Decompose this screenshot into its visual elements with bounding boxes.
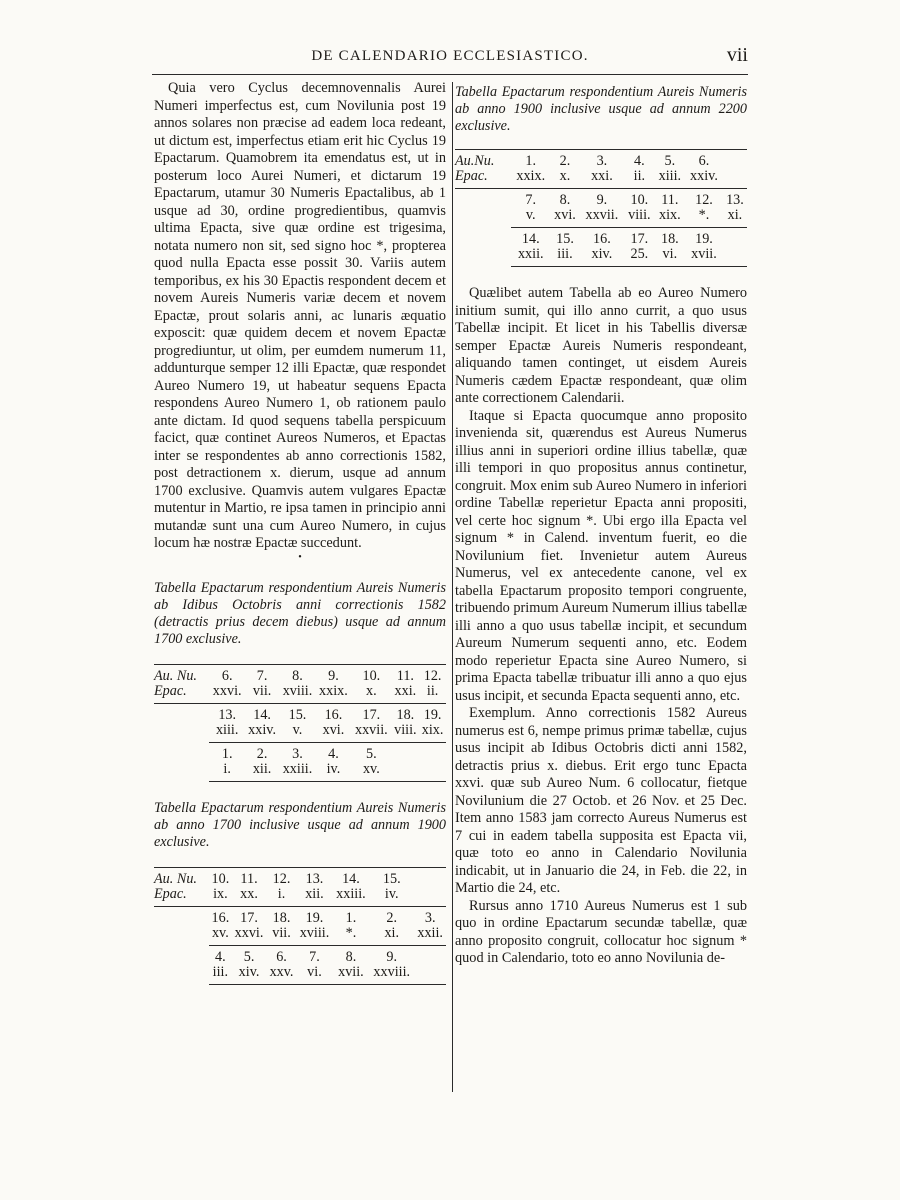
golden-number-cell: 1. [511,150,550,170]
epact-cell: ix. [209,887,231,907]
golden-number-cell: 3. [580,150,624,170]
epact-cell: i. [267,887,296,907]
paragraph-rursus: Rursus anno 1710 Aureus Numerus est 1 sub quo in ordine Epactarum secundæ tabellæ, quæ anno proposito congruit, collocatur hoc signum * quod in Calendario, toto eo anno Novilunia de- [455,897,747,966]
golden-number-cell: 16. [324,706,343,723]
golden-number-cell: 10. [209,867,231,887]
table-1900-wrap [455,149,747,267]
epact-cell: xv. [209,926,231,946]
epact-table-1700 [154,867,446,985]
epact-cell: vi. [296,965,332,985]
golden-number-cell: 18. [272,909,291,926]
table-1582-wrap [154,664,446,782]
golden-number-cell: 9. [386,948,398,965]
epact-cell: xxi. [392,684,420,704]
caption-table-1900: Tabella Epactarum respondentium Aureis Numeris ab anno 1900 inclusive usque ad annum 2200 exclusive. [455,84,747,134]
golden-number-cell: 11. [392,664,420,684]
golden-number-cell: 9. [596,192,608,208]
golden-number-cell: 19. [305,909,324,926]
label-epacta: Epac. [154,887,209,907]
epact-cell: vii. [245,684,279,704]
label-epacta [455,247,511,267]
epact-cell: xvi. [550,208,579,228]
golden-number-cell: 18. [660,231,679,247]
epact-row [154,926,446,946]
spacer [455,275,747,285]
epact-cell: xii. [245,762,279,782]
epact-cell: xxii. [511,247,550,267]
golden-number-cell: 12. [695,192,713,208]
label-aureus-numerus [154,703,209,723]
golden-number-row [154,742,446,762]
epact-cell: xvii. [685,247,723,267]
epact-cell: 25. [624,247,654,267]
golden-number-row [455,150,747,170]
golden-number-cell: 8. [559,192,571,208]
golden-number-cell: 6. [209,664,244,684]
epact-cell [723,169,747,189]
epact-cell: xi. [369,926,414,946]
epact-cell: v. [279,723,315,743]
golden-number-cell: 10. [630,192,649,208]
golden-number-row [154,906,446,926]
epact-row [455,169,747,189]
golden-number-cell: 7. [245,664,279,684]
golden-number-row [154,867,446,887]
golden-number-cell: 19. [695,231,713,247]
epact-cell: iv. [369,887,414,907]
golden-number-cell: 8. [279,664,315,684]
golden-number-cell [419,742,446,762]
golden-number-cell: 11. [231,867,266,887]
golden-number-cell: 19. [423,706,442,723]
page-number: vii [726,44,748,66]
epact-cell: xiv. [580,247,624,267]
golden-number-cell: 14. [253,706,271,723]
epact-cell: xxvi. [209,684,244,704]
epact-cell: xxix. [511,169,550,189]
epact-cell [723,247,747,267]
table-1700-wrap [154,867,446,985]
epact-cell: xxiii. [279,762,315,782]
epact-row [154,723,446,743]
golden-number-cell: 13. [218,706,237,723]
epact-cell: iii. [209,965,231,985]
epact-cell: x. [550,169,579,189]
epact-cell: xiv. [231,965,266,985]
epact-cell: xix. [655,208,685,228]
epact-row [455,247,747,267]
golden-number-cell: 14. [521,231,540,247]
epact-cell: xxi. [580,169,624,189]
epact-cell: *. [685,208,723,228]
epact-cell: xii. [296,887,332,907]
epact-cell: v. [511,208,550,228]
right-column [455,80,747,968]
column-divider [452,82,453,1092]
label-aureus-numerus [154,945,209,965]
golden-number-cell: 7. [525,192,537,208]
epact-cell: xvi. [316,723,351,743]
epact-row [154,965,446,985]
golden-number-cell: 13. [296,867,332,887]
golden-number-cell [723,150,747,170]
label-epacta [154,723,209,743]
epact-cell: vi. [655,247,685,267]
label-epacta: Epac. [154,684,209,704]
epact-cell: xx. [231,887,266,907]
epact-row [154,684,446,704]
golden-number-cell: 16. [211,909,230,926]
golden-number-cell: 16. [593,231,611,247]
epact-cell: xiii. [655,169,685,189]
epact-cell: viii. [392,723,420,743]
epact-cell: xvii. [333,965,369,985]
epact-cell: xxiv. [245,723,279,743]
epact-cell: xi. [723,208,747,228]
epact-cell: iv. [316,762,351,782]
golden-number-cell [414,945,446,965]
epact-cell [414,965,446,985]
golden-number-row [154,703,446,723]
epact-cell: xxiii. [333,887,369,907]
golden-number-row [455,189,747,209]
epact-cell: xxiv. [685,169,723,189]
golden-number-cell: 18. [396,706,415,723]
golden-number-cell: 1. [345,909,357,926]
epact-cell: xxviii. [369,965,414,985]
left-column [154,80,446,993]
label-aureus-numerus [455,228,511,248]
golden-number-row [154,945,446,965]
epact-cell: xix. [419,723,446,743]
epact-cell: xxii. [414,926,446,946]
label-epacta: Epac. [455,169,511,189]
label-aureus-numerus [455,189,511,209]
golden-number-cell: 15. [288,706,307,723]
golden-number-cell [392,742,420,762]
golden-number-cell: 3. [424,909,436,926]
label-aureus-numerus [154,742,209,762]
label-epacta [455,208,511,228]
golden-number-cell: 12. [419,664,446,684]
label-aureus-numerus: Au.Nu. [455,150,511,170]
golden-number-cell: 17. [240,909,258,926]
golden-number-cell: 6. [276,948,287,965]
epact-cell: xxv. [267,965,296,985]
epact-row [455,208,747,228]
golden-number-cell: 5. [655,150,685,170]
label-epacta [154,965,209,985]
label-aureus-numerus: Au. Nu. [154,664,209,684]
paragraph-qualibet: Quælibet autem Tabella ab eo Aureo Numero initium sumit, qui illo anno currit, a quo usus Tabellæ incipit. Et licet in his Tabellis diversæ semper Epactæ Aureis Numeris respondeant, aliquando tamen continget, ut eisdem Aureis Numeris cædem Epactæ respondeant, quæ olim ante correctionem Calendarii. [455,285,747,406]
epact-cell: xxvi. [231,926,266,946]
epact-cell: viii. [624,208,654,228]
epact-cell [419,762,446,782]
epact-cell [392,762,420,782]
golden-number-cell: 15. [369,867,414,887]
ornament-dot: • [298,551,302,563]
label-epacta [154,926,209,946]
caption-table-1582: Tabella Epactarum respondentium Aureis Numeris ab Idibus Octobris anni correctionis 1582 (detractis prius decem diebus) usque ad annum 1700 exclusive. [154,579,446,647]
epact-table-1582 [154,664,446,782]
epact-cell: iii. [550,247,579,267]
golden-number-cell [723,228,747,248]
epact-cell: *. [333,926,369,946]
golden-number-cell: 1. [221,745,233,762]
golden-number-row [154,664,446,684]
golden-number-cell: 8. [345,948,357,965]
epact-cell: vii. [267,926,296,946]
golden-number-cell: 7. [309,948,320,965]
epact-cell: ii. [624,169,654,189]
golden-number-cell: 6. [685,150,723,170]
paragraph-itaque: Itaque si Epacta quocumque anno proposito invenienda sit, quærendus est Aureus Numerus illius anni in superiori ordine illius tabellæ, quæ illi tempori in quo propositus annus continetur, congruit. Mox enim sub Aureo Numero in inferiori ordine Tabellæ reperietur Epacta anni propositi, vel certe hoc signum *. Ubi ergo illa Epacta vel signum * in Calend. inventum fuerit, eo die Novilunium fiet. Invenietur autem Aureus Numerus, vel ex antecedente canone, vel ex tabella Epactarum proposito tempori congruente, tribuendo primum Aureum Numerum illius tabellæ illi anno a quo usus tabellæ incipit, et secundum Aureum Numerum sequenti anno, etc. Eodem modo reperietur Epacta sine Aureo Numero, si prima Epacta tabellæ tribuatur illi anno a quo ejus usus incipit, et secunda Epacta sequenti anno, etc. [455,407,747,704]
paragraph-exemplum: Exemplum. Anno correctionis 1582 Aureus numerus est 6, nempe primus primæ tabellæ, cujus usus incipit ab Idibus Octobris dicti anni 1582, detractis prius x. diebus. Erit ergo tunc Epacta xxvi. quæ sub Aureo Num. 6 collocatur, fietque Novilunium die 27 Octob. et 26 Nov. et 25 Dec. Item anno 1583 jam correcto Aureus Numerus est 7 cui in eadem tabella supposita est Epacta vii, quæ toto eo anno in Calendario Novilunia indicabit, ut in Januario die 24, in Feb. die 22, in Martio die 24, etc. [455,705,747,896]
epact-table-1900 [455,149,747,267]
golden-number-cell: 2. [550,150,579,170]
epact-row [154,762,446,782]
epact-cell: ii. [419,684,446,704]
epact-cell: xxvii. [580,208,624,228]
caption-table-1700: Tabella Epactarum respondentium Aureis Numeris ab anno 1700 inclusive usque ad annum 1900 exclusive. [154,799,446,850]
epact-cell: xv. [351,762,391,782]
golden-number-cell: 17. [630,231,649,247]
golden-number-cell [414,867,446,887]
epact-cell: i. [209,762,244,782]
golden-number-cell: 5. [243,948,255,965]
golden-number-cell: 17. [362,706,381,723]
label-epacta [154,762,209,782]
golden-number-cell: 5. [366,745,377,762]
epact-row [154,887,446,907]
golden-number-cell: 10. [351,664,391,684]
golden-number-cell: 4. [328,745,339,762]
label-aureus-numerus [154,906,209,926]
golden-number-cell: 4. [215,948,226,965]
golden-number-cell: 2. [256,745,268,762]
running-head [152,40,748,70]
paragraph-cyclus: Quia vero Cyclus decemnovennalis Aurei Numeri imperfectus est, cum Novilunia post 19 annos solares non præcise ad eadem loca redeant, ut dictum est, imperfectus etiam erit hic Cyclus 19 Epactarum. Quamobrem ita emendatus est, ut in posterum loco Aurei Numeri, et dictarum 19 Epactarum, utamur 30 Numeris Epactalibus, ab 1 usque ad 30, ordine progredientibus, quamvis ultima Epacta, sive quæ ordine est trigesima, notata numero non sit, sed signo hoc *, propterea quod nulla Epacta esse possit 30. Variis autem temporibus, ex his 30 Epactis respondent decem et novem Aureis Numeris variæ decem et novem Epactæ, prout solaris anni, ac lunaris æquatio exposcit: quæ quidem decem et novem Epactæ progrediuntur, ut olim, per eumdem numerum 11, addunturque semper 12 illi Epactæ, quæ respondet Aureo Numero 19, ut habeatur sequens Epacta respondens Aureo Numero 1, ob rationem paulo ante dictam. Id quod sequens tabella perspicuum facict, quæ continet Aureos Numeros, et Epactas inter se respondentes ab anno correctionis 1582, post detractionem x. dierum, usque ad annum 1700 exclusive. Quamvis autem vulgares Epactæ mutentur in Martio, re ipsa tamen in principio anni mutandæ sunt una cum Aureo Numero, in cujus locum hæ nostræ Epactæ succedunt. [154,80,446,551]
golden-number-cell: 14. [333,867,369,887]
label-aureus-numerus: Au. Nu. [154,867,209,887]
golden-number-row [455,228,747,248]
golden-number-cell: 11. [661,192,679,208]
epact-cell: xxix. [316,684,351,704]
epact-cell: xxvii. [351,723,391,743]
epact-cell: x. [351,684,391,704]
epact-cell: xiii. [209,723,244,743]
golden-number-cell: 13. [726,192,744,208]
header-rule [152,74,748,75]
epact-cell [414,887,446,907]
golden-number-cell: 4. [624,150,654,170]
epact-cell: xviii. [279,684,315,704]
golden-number-cell: 9. [316,664,351,684]
golden-number-cell: 15. [556,231,574,247]
epact-cell: xviii. [296,926,332,946]
golden-number-cell: 3. [292,745,303,762]
running-title: DE CALENDARIO ECCLESIASTICO. [311,48,589,64]
golden-number-cell: 2. [386,909,398,926]
golden-number-cell: 12. [267,867,296,887]
